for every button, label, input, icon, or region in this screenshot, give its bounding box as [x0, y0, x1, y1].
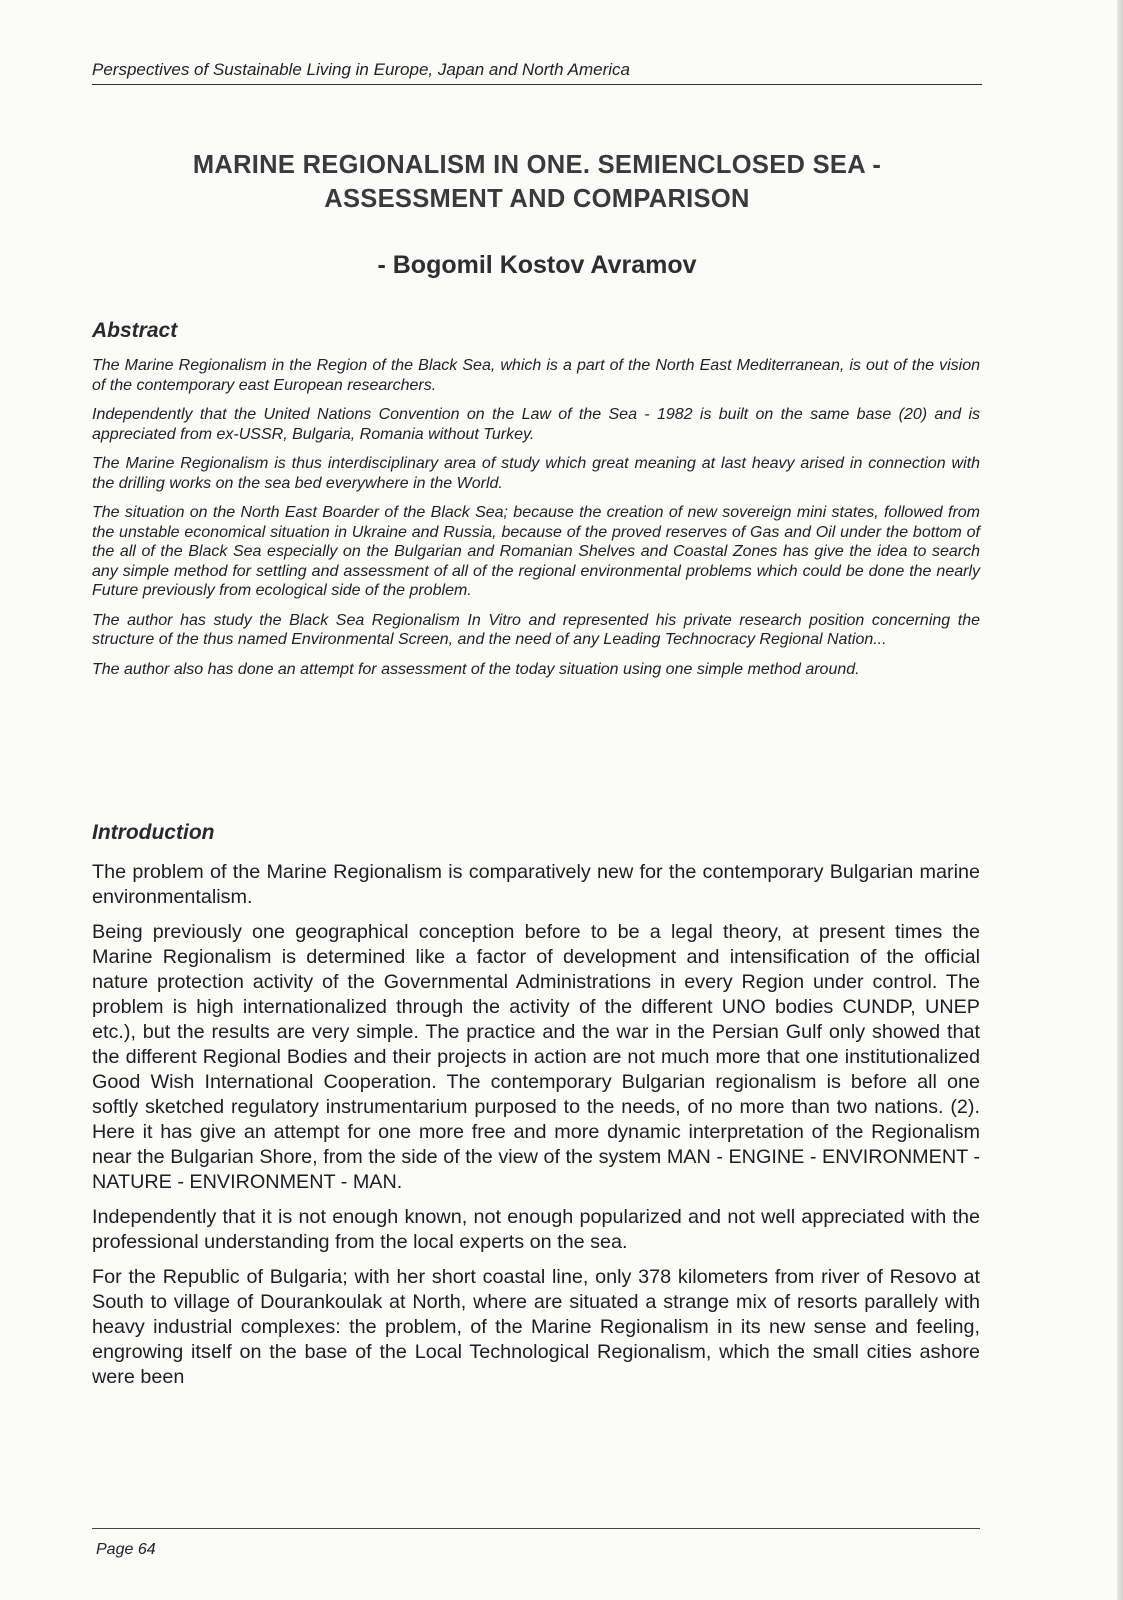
- abstract-heading: Abstract: [92, 319, 178, 342]
- abstract-paragraph: The author also has done an attempt for assessment of the today situation using one simple method around.: [92, 660, 860, 678]
- running-header: Perspectives of Sustainable Living in Europe, Japan and North America: [92, 60, 982, 85]
- page-number: Page 64: [96, 1541, 156, 1558]
- abstract-paragraph: The Marine Regionalism in the Region of the Black Sea, which is a part of the North East Mediterranean, is out of the vision of the contemporary east European researchers.: [92, 357, 980, 394]
- abstract-paragraph: Independently that the United Nations Convention on the Law of the Sea - 1982 is built on the same base (20) and is appreciated from ex-USSR, Bulgaria, Romania without Turkey.: [92, 406, 980, 443]
- introduction-heading: Introduction: [92, 821, 215, 844]
- abstract-paragraph: The author has study the Black Sea Regionalism In Vitro and represented his private research position concerning the structure of the thus named Environmental Screen, and the need of any Leading Technocracy Regional Nation...: [92, 611, 980, 648]
- abstract-paragraph: The situation on the North East Boarder of the Black Sea; because the creation of new sovereign mini states, followed from the unstable economical situation in Ukraine and Russia, because of the proved reserves of Gas and Oil under the bottom of the all of the Black Sea especially on the Bulgarian and Romanian Shelves and Coastal Zones has give the idea to search any simple method for settling and assessment of all of the regional environmental problems which could be done the nearly Future previously from ecological side of the problem.: [92, 504, 980, 599]
- introduction-paragraph: For the Republic of Bulgaria; with her short coastal line, only 378 kilometers from river of Resovo at South to village of Dourankoulak at North, where are situated a strange mix of resorts parallely with heavy industrial complexes: the problem, of the Marine Regionalism in its new sense and feeling, engrowing itself on the base of the Local Technological Regionalism, which the small cities ashore were been: [92, 1266, 980, 1388]
- introduction-paragraph: Being previously one geographical conception before to be a legal theory, at present times the Marine Regionalism is determined like a factor of development and intensification of the official nature protection activity of the Governmental Administrations in every Region under control. The problem is high internationalized through the activity of the different UNO bodies CUNDP, UNEP etc.), but the results are very simple. The practice and the war in the Persian Gulf only showed that the different Regional Bodies and their projects in action are not much more that one institutionalized Good Wish International Cooperation. The contemporary Bulgarian regionalism is before all one softly sketched regulatory instrumentarium purposed to the needs, of no more than two nations. (2). Here it has give an attempt for one more free and more dynamic interpretation of the Regionalism near the Bulgarian Shore, from the side of the view of the system MAN - ENGINE - ENVIRONMENT - NATURE - ENVIRONMENT - MAN.: [92, 921, 980, 1193]
- author-line: - Bogomil Kostov Avramov: [377, 251, 697, 279]
- introduction-paragraph: The problem of the Marine Regionalism is comparatively new for the contemporary Bulgarian marine environmentalism.: [92, 861, 980, 908]
- footer-divider: [92, 1528, 980, 1529]
- paper-title: MARINE REGIONALISM IN ONE. SEMIENCLOSED SEA - ASSESSMENT AND COMPARISON: [192, 151, 882, 213]
- abstract-paragraph: The Marine Regionalism is thus interdisciplinary area of study which great meaning at last heavy arised in connection with the drilling works on the sea bed everywhere in the World.: [92, 455, 980, 492]
- introduction-paragraph: Independently that it is not enough known, not enough popularized and not well appreciated with the professional understanding from the local experts on the sea.: [92, 1206, 980, 1253]
- scan-edge-shadow: [1117, 0, 1123, 1600]
- abstract-body: [92, 356, 980, 689]
- introduction-body: [92, 860, 980, 1400]
